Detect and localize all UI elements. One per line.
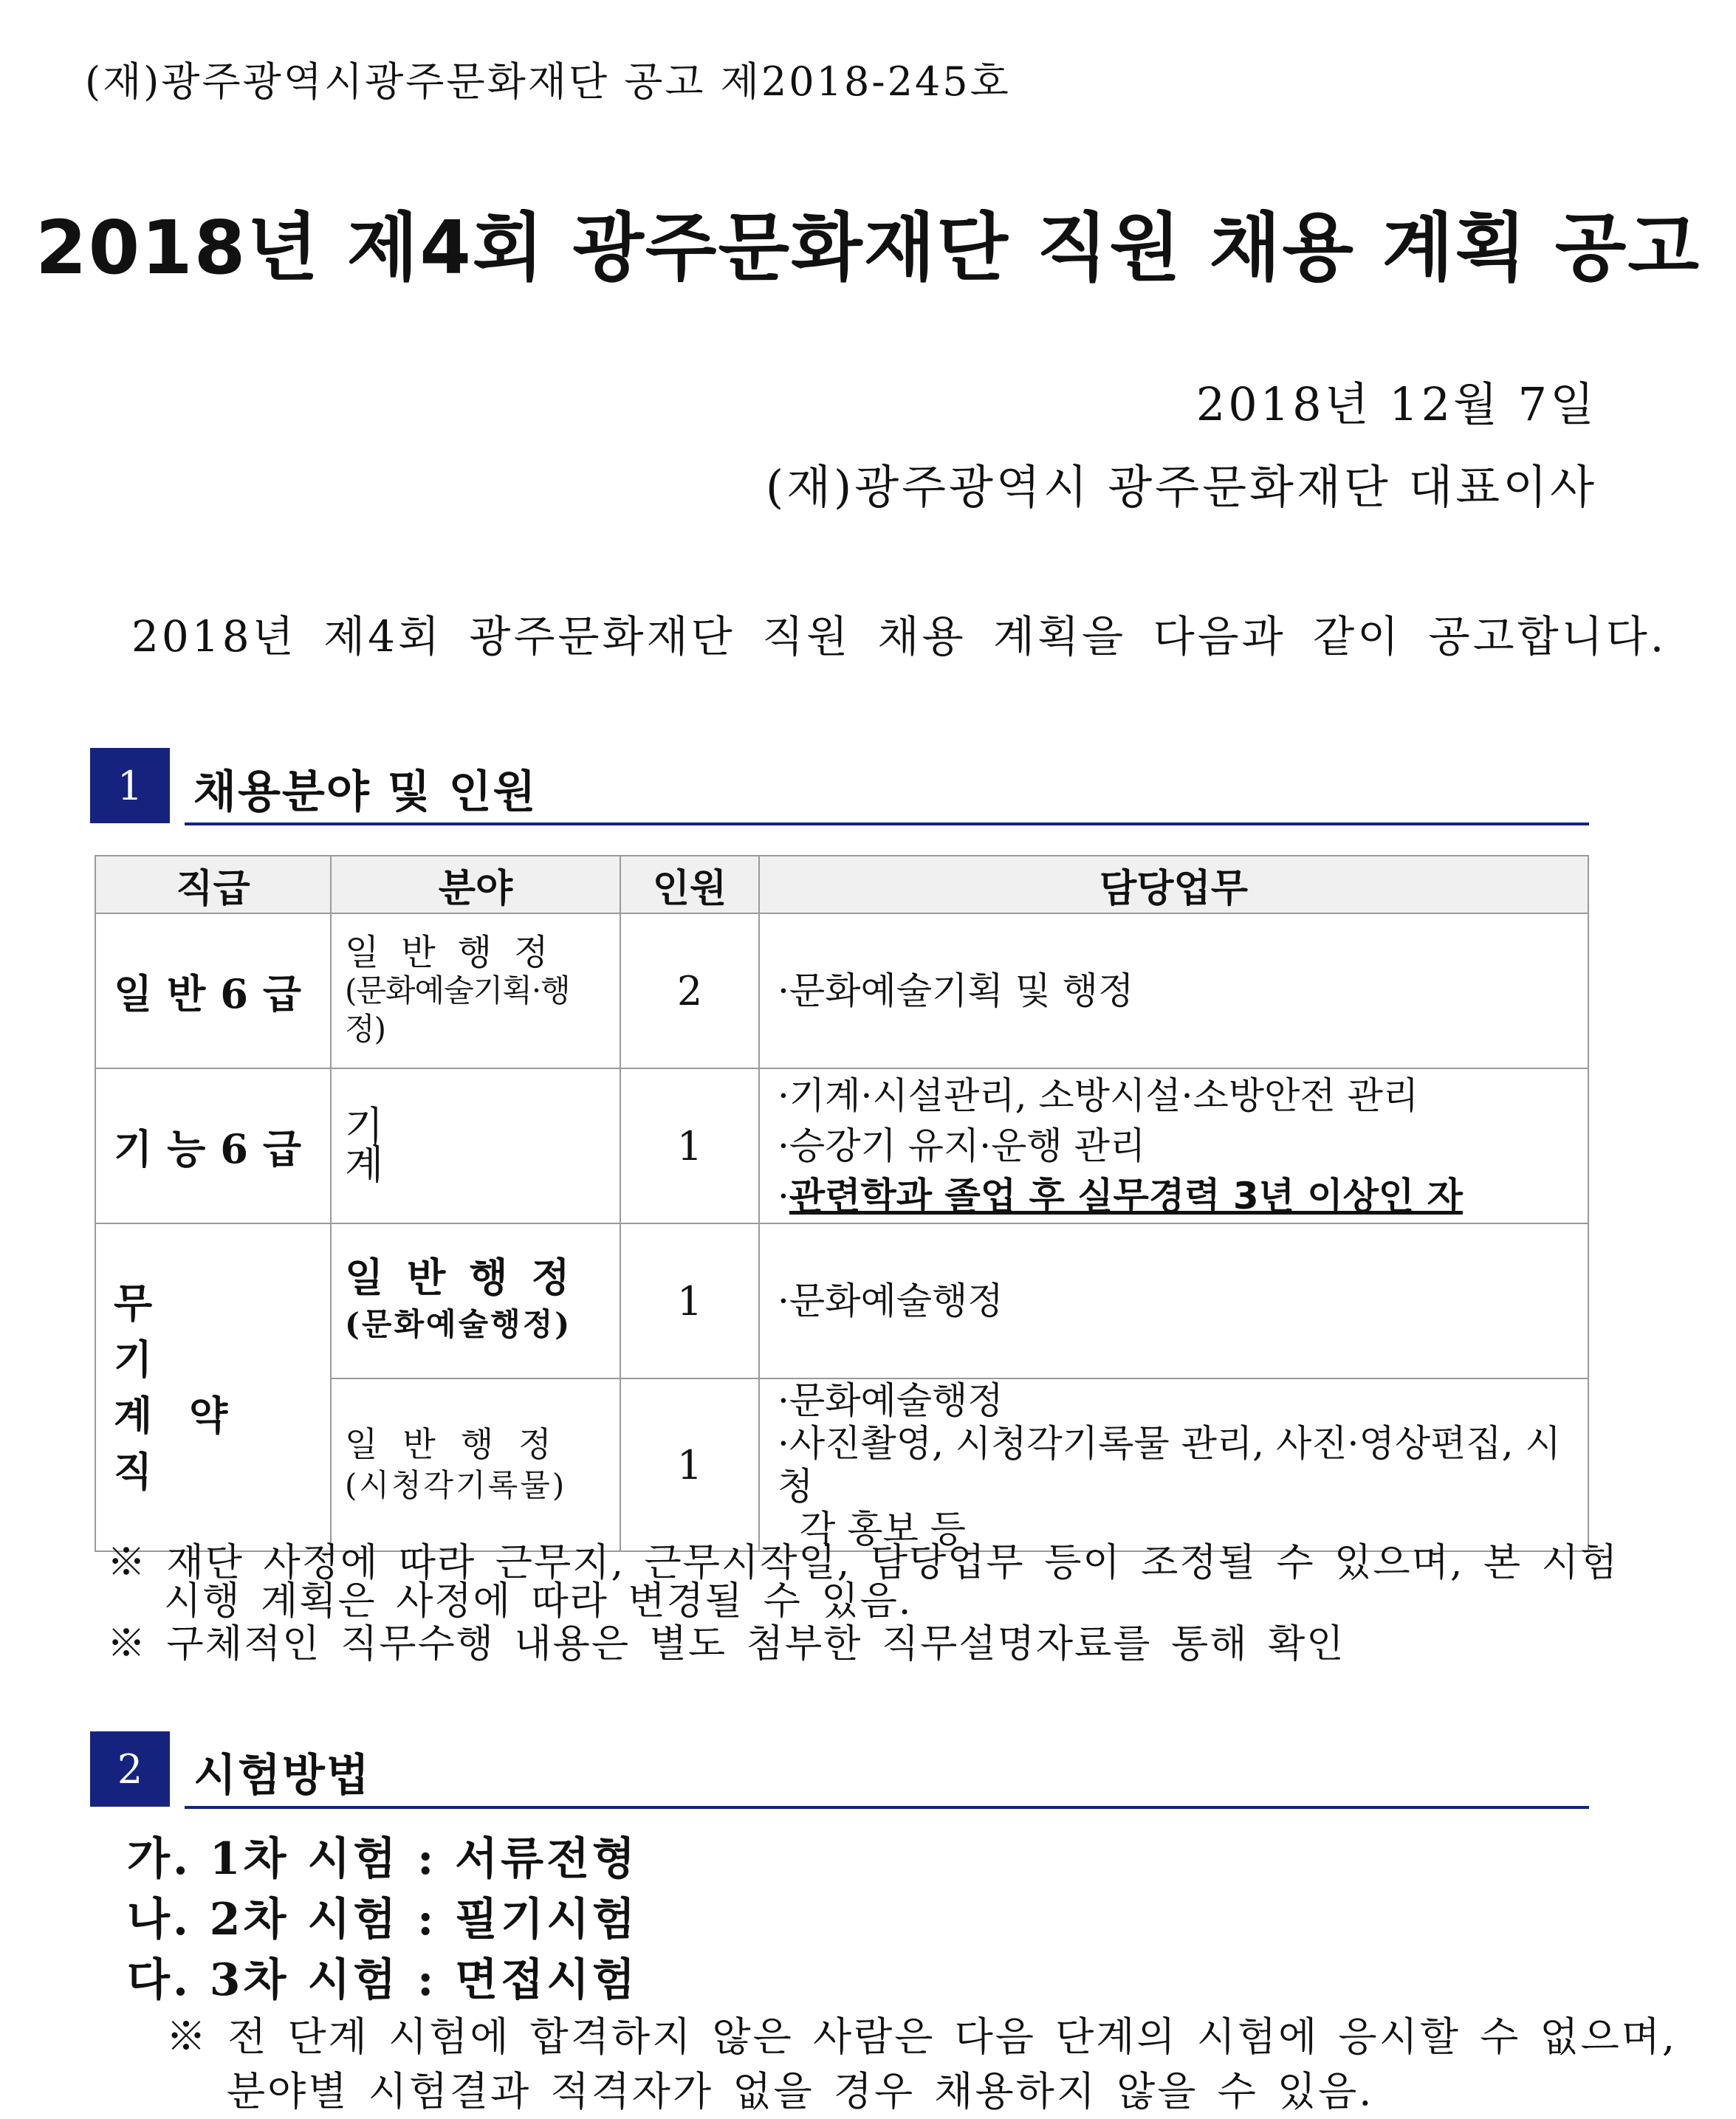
section-2-title: 시험방법 xyxy=(193,1750,371,1802)
column-header: 직급 xyxy=(95,856,331,913)
count-cell: 1 xyxy=(620,1378,759,1551)
count-cell: 1 xyxy=(620,1068,759,1223)
duty-item-emphasis: ·관련학과 졸업 후 실무경력 3년 이상인 자 xyxy=(778,1175,1463,1218)
field-cell xyxy=(331,1223,620,1378)
page-title: 2018년 제4회 광주문화재단 직원 채용 계획 공고 xyxy=(35,205,1701,291)
count-cell: 2 xyxy=(620,913,759,1068)
field-label: 일반행정 xyxy=(345,1424,577,1464)
field-cell xyxy=(331,1378,620,1551)
exam-warning-line: 분야별 시험결과 적격자가 없을 경우 채용하지 않을 수 있음. xyxy=(227,2068,1374,2115)
table-row xyxy=(95,1223,1588,1378)
duty-item: ·기계·시설관리, 소방시설·소방안전 관리 xyxy=(778,1074,1419,1117)
section-1-rule xyxy=(185,822,1589,825)
exam-stage: 가. 1차 시험 : 서류전형 xyxy=(127,1833,639,1885)
duty-cell xyxy=(759,1378,1588,1551)
field-label: 기계 xyxy=(345,1103,569,1188)
duty-item: ·문화예술행정 xyxy=(778,1379,1003,1422)
field-sub-label: (문화예술행정) xyxy=(345,1306,572,1342)
notice-number: (재)광주광역시광주문화재단 공고 제2018-245호 xyxy=(85,58,1011,105)
grade-cell xyxy=(95,1223,331,1551)
count-cell: 1 xyxy=(620,1223,759,1378)
table-note: ※ 재단 사정에 따라 근무지, 근무시작일, 담당업무 등이 조정될 수 있으며, 본 시험 xyxy=(107,1541,1619,1585)
duty-bold-text: 관련학과 졸업 후 실무경력 3년 이상인 자 xyxy=(789,1175,1463,1218)
duty-item: ·문화예술행정 xyxy=(778,1280,1003,1322)
exam-stage: 나. 2차 시험 : 필기시험 xyxy=(127,1894,639,1945)
duty-item: ·승강기 유지·운행 관리 xyxy=(778,1124,1146,1167)
exam-warning xyxy=(166,2010,1677,2119)
announcement-date: 2018년 12월 7일 xyxy=(1195,377,1597,431)
column-header: 담당업무 xyxy=(759,856,1588,913)
field-cell xyxy=(331,913,620,1068)
table-row xyxy=(95,1068,1588,1223)
table-note-continued: 시행 계획은 사정에 따라 변경될 수 있음. xyxy=(164,1579,913,1624)
duty-item: ·문화예술기획 및 행정 xyxy=(778,969,1134,1012)
duty-cell xyxy=(759,1068,1588,1223)
grade-line: 계약직 xyxy=(114,1392,265,1495)
duty-cell xyxy=(759,1223,1588,1378)
grade-line: 무기 xyxy=(114,1280,286,1383)
section-1-number: 1 xyxy=(90,748,170,823)
field-label: 일반행정 xyxy=(345,1254,594,1301)
section-1-title: 채용분야 및 인원 xyxy=(193,766,538,818)
duty-item-continued: 각 홍보 등 xyxy=(800,1508,966,1550)
issuer: (재)광주광역시 광주문화재단 대표이사 xyxy=(765,460,1597,514)
table-note: ※ 구체적인 직무수행 내용은 별도 첨부한 직무설명자료를 통해 확인 xyxy=(107,1622,1345,1666)
field-sub-label: (시청각기록물) xyxy=(345,1467,567,1503)
grade-cell: 기능6급 xyxy=(95,1068,331,1223)
duty-item: ·사진촬영, 시청각기록물 관리, 사진·영상편집, 시청 xyxy=(778,1422,1561,1508)
field-label: 일반행정 xyxy=(345,932,571,973)
duty-cell xyxy=(759,913,1588,1068)
column-header: 인원 xyxy=(620,856,759,913)
field-cell xyxy=(331,1068,620,1223)
column-header: 분야 xyxy=(331,856,620,913)
grade-cell: 일반6급 xyxy=(95,913,331,1068)
exam-stage: 다. 3차 시험 : 면접시험 xyxy=(127,1954,639,2006)
intro-text: 2018년 제4회 광주문화재단 직원 채용 계획을 다음과 같이 공고합니다. xyxy=(131,611,1667,662)
table-row xyxy=(95,913,1588,1068)
section-2-number: 2 xyxy=(90,1731,170,1807)
recruitment-table xyxy=(95,855,1589,1552)
section-2-rule xyxy=(185,1806,1589,1809)
field-sub-label: (문화예술기획·행정) xyxy=(345,972,570,1047)
table-header-row xyxy=(95,856,1588,913)
exam-warning-line: ※ 전 단계 시험에 합격하지 않은 사람은 다음 단계의 시험에 응시할 수 없으며, xyxy=(166,2013,1678,2060)
